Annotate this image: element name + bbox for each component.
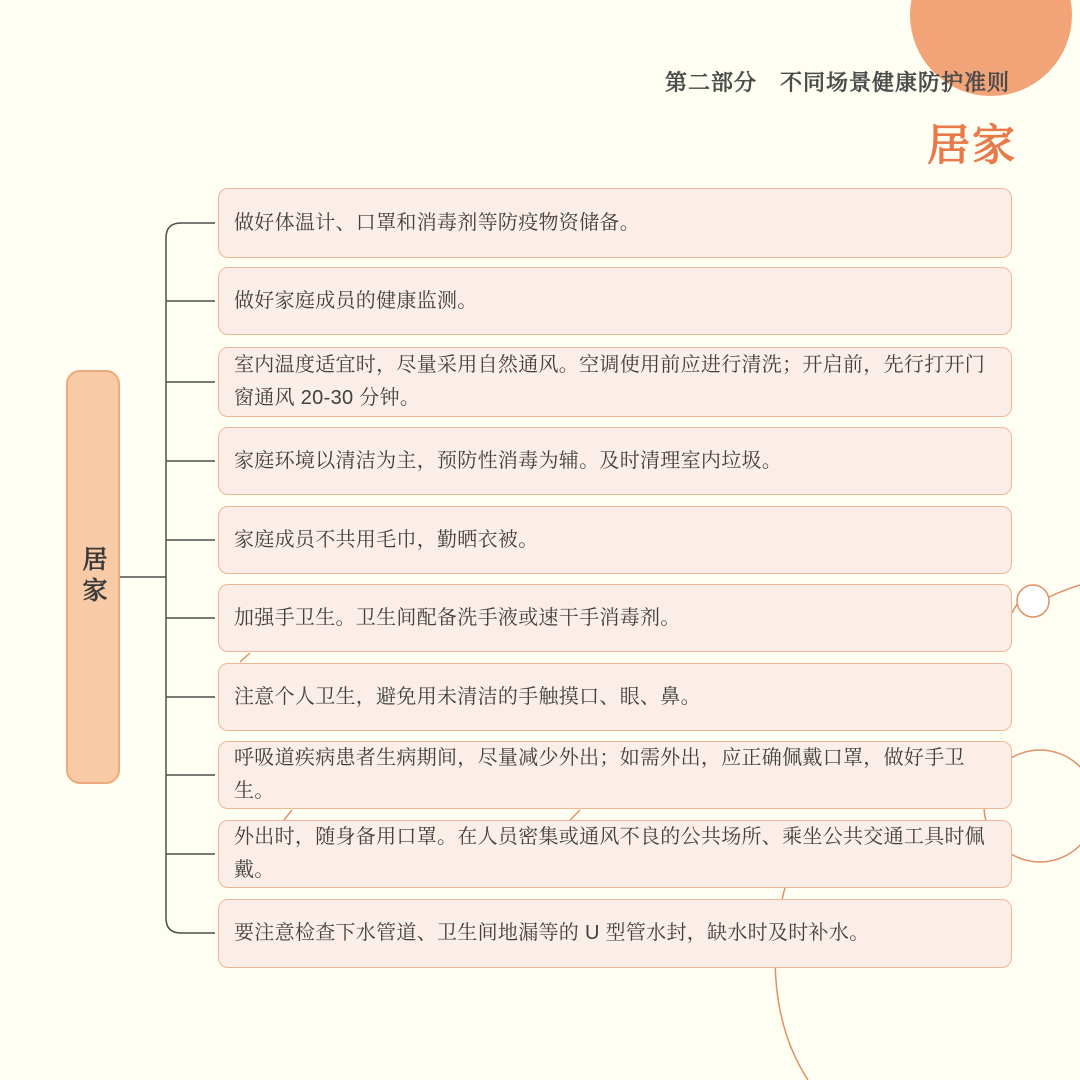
guideline-text: 外出时，随身备用口罩。在人员密集或通风不良的公共场所、乘坐公共交通工具时佩戴。 [234, 826, 986, 881]
guideline-box-10 [218, 899, 1012, 968]
guideline-box-2 [218, 267, 1012, 335]
trunk-line [166, 223, 215, 933]
guideline-box-4 [218, 427, 1012, 495]
guideline-text: 家庭环境以清洁为主，预防性消毒为辅。及时清理室内垃圾。 [234, 449, 783, 472]
root-node-label: 居家 [79, 546, 107, 608]
guideline-text: 注意个人卫生，避免用未清洁的手触摸口、眼、鼻。 [234, 685, 701, 708]
guideline-box-5 [218, 506, 1012, 574]
guideline-text: 做好家庭成员的健康监测。 [234, 289, 478, 312]
guideline-box-1 [218, 188, 1012, 258]
guideline-box-9 [218, 820, 1012, 888]
small-white-circle-decoration [1017, 585, 1049, 617]
guideline-text: 要注意检查下水管道、卫生间地漏等的 U 型管水封，缺水时及时补水。 [234, 922, 870, 944]
guideline-text: 做好体温计、口罩和消毒剂等防疫物资储备。 [234, 211, 640, 234]
page-title: 居家 [927, 122, 1017, 170]
guideline-text: 家庭成员不共用毛巾，勤晒衣被。 [234, 528, 539, 551]
sliver-decoration-1 [240, 653, 250, 662]
section-header: 第二部分 不同场景健康防护准则 [664, 70, 1010, 95]
guideline-box-6 [218, 584, 1012, 652]
guideline-box-7 [218, 663, 1012, 731]
sliver-decoration-2 [284, 810, 292, 820]
guideline-text: 呼吸道疾病患者生病期间，尽量减少外出；如需外出，应正确佩戴口罩，做好手卫生。 [234, 747, 965, 802]
guideline-box-8 [218, 741, 1012, 809]
sliver-decoration-3 [570, 810, 580, 820]
guideline-box-3 [218, 347, 1012, 417]
tree-connectors [120, 223, 215, 933]
guideline-text: 加强手卫生。卫生间配备洗手液或速干手消毒剂。 [234, 606, 681, 629]
stem-right-decoration [1049, 585, 1080, 597]
guideline-text: 室内温度适宜时，尽量采用自然通风。空调使用前应进行清洗；开启前，先行打开门窗通风 20-30 分钟。 [234, 354, 986, 409]
